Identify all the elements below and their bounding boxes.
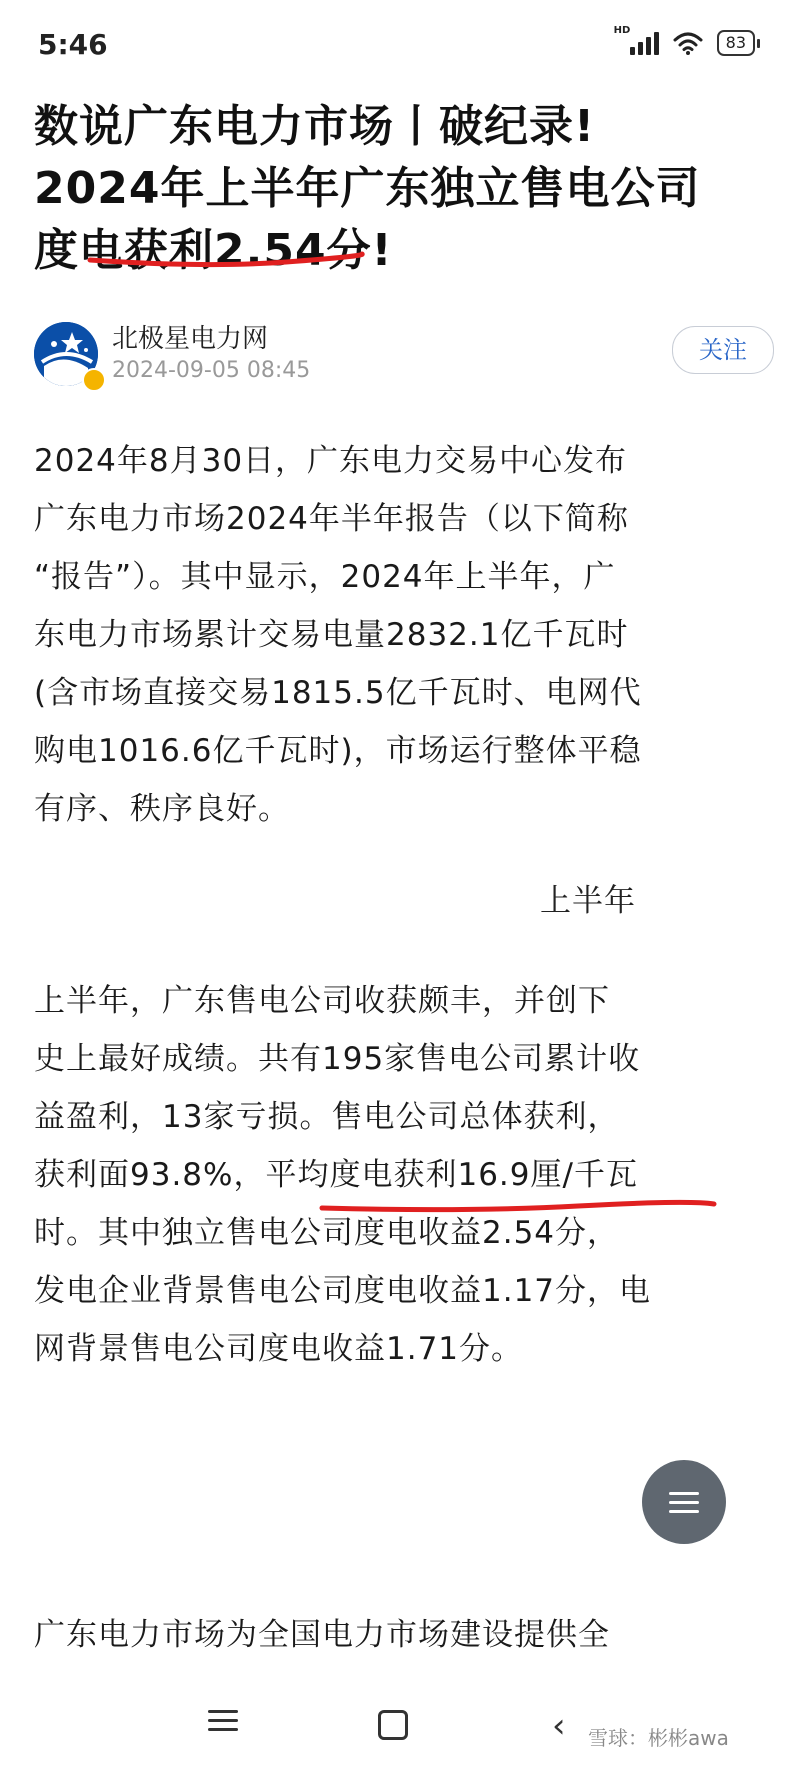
status-icons [613, 25, 760, 56]
article-title [34, 96, 774, 282]
paragraph-line: 2024年8月30日，广东电力交易中心发布 [34, 443, 628, 479]
paragraph-line: 益盈利，13家亏损。售电公司总体获利， [34, 1099, 620, 1135]
verified-badge-icon [82, 368, 106, 392]
paragraph-line: 购电1016.6亿千瓦时)，市场运行整体平稳 [34, 733, 642, 769]
paragraph-line: 广东电力市场为全国电力市场建设提供全 [34, 1617, 610, 1653]
home-icon[interactable] [378, 1710, 408, 1740]
status-bar [0, 0, 800, 90]
paragraph-line: 网背景售电公司度电收益1.71分。 [34, 1331, 524, 1367]
author-row [34, 318, 774, 408]
system-nav-bar [0, 1690, 800, 1778]
network-label: HD [613, 25, 631, 36]
paragraph-line: 有序、秩序良好。 [34, 791, 290, 827]
paragraph-1 [34, 432, 774, 838]
floating-menu-button[interactable] [642, 1460, 726, 1544]
back-icon[interactable]: ‹ [552, 1706, 566, 1746]
signal-icon [613, 25, 659, 55]
wifi-icon [673, 31, 703, 55]
title-line: 2024年上半年广东独立售电公司 [34, 163, 701, 214]
battery-icon [717, 30, 760, 56]
battery-level: 83 [717, 30, 755, 56]
watermark: 雪球：彬彬awa [588, 1726, 729, 1750]
paragraph-line: 东电力市场累计交易电量2832.1亿千瓦时 [34, 617, 629, 653]
paragraph-line: 史上最好成绩。共有195家售电公司累计收 [34, 1041, 641, 1077]
recent-apps-icon[interactable] [208, 1710, 238, 1731]
author-name[interactable]: 北极星电力网 [112, 324, 269, 354]
paragraph-line: 时。其中独立售电公司度电收益2.54分， [34, 1215, 620, 1251]
paragraph-line: “报告”）。其中显示，2024年上半年，广 [34, 559, 616, 595]
title-line: 度电获利2.54分! [34, 225, 393, 276]
paragraph-line: 上半年，广东售电公司收获颇丰，并创下 [34, 983, 610, 1019]
paragraph-line: (含市场直接交易1815.5亿千瓦时、电网代 [34, 675, 642, 711]
paragraph-2 [34, 972, 774, 1378]
paragraph-line: 广东电力市场2024年半年报告（以下简称 [34, 501, 629, 537]
paragraph-line: 获利面93.8%，平均度电获利16.9厘/千瓦 [34, 1157, 638, 1193]
publish-date: 2024-09-05 08:45 [112, 358, 311, 383]
status-time: 5:46 [38, 28, 108, 61]
title-line: 数说广东电力市场丨破纪录! [34, 101, 596, 152]
paragraph-3 [34, 1606, 774, 1664]
follow-button[interactable]: 关注 [672, 326, 774, 374]
section-heading: 上半年 [540, 883, 636, 919]
paragraph-line: 发电企业背景售电公司度电收益1.17分，电 [34, 1273, 652, 1309]
